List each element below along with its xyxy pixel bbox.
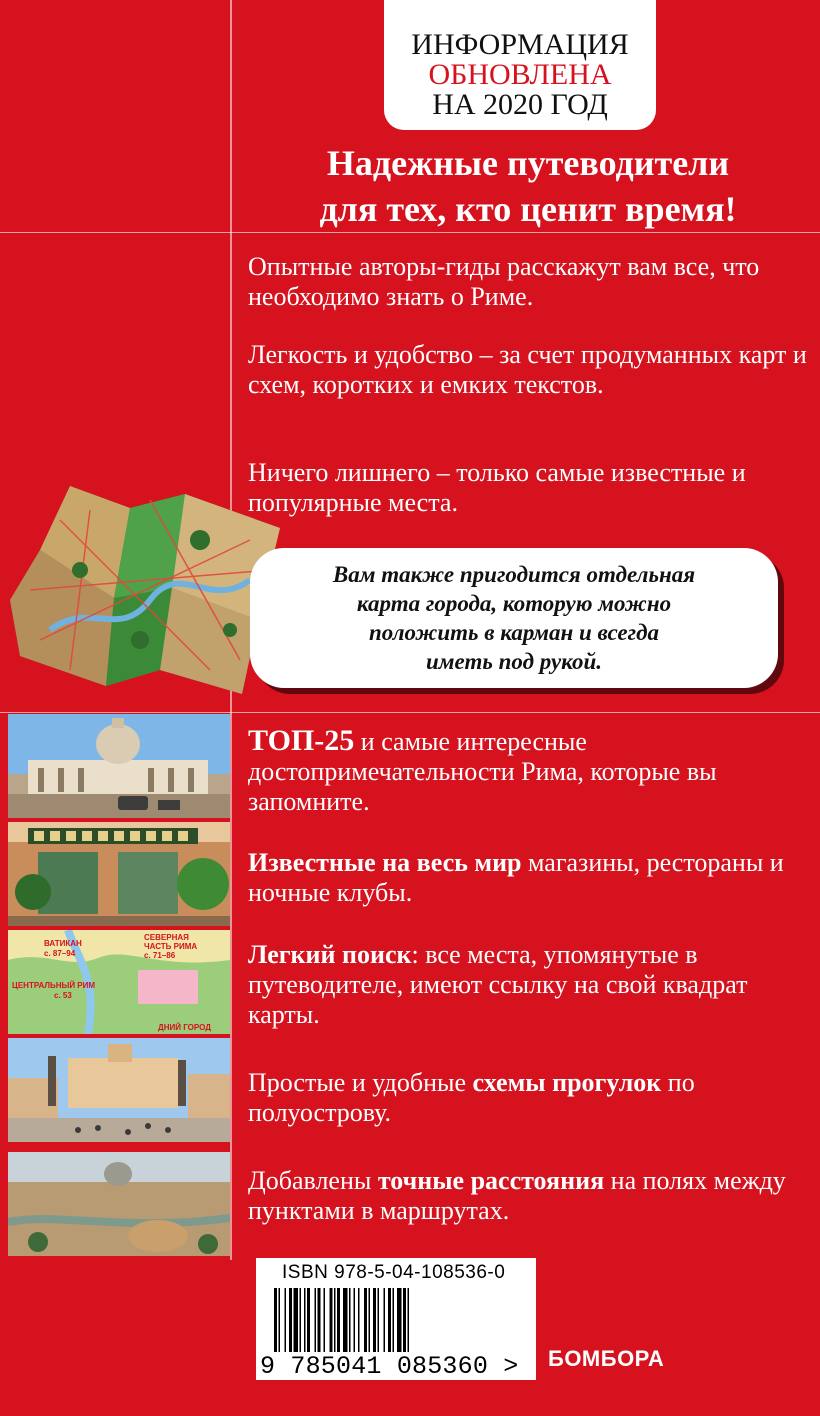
barcode-bar xyxy=(354,1288,356,1352)
tagline-line-1: Надежные путеводители xyxy=(326,143,730,183)
info-line-1: ИНФОРМАЦИЯ xyxy=(411,28,629,61)
map-label-vatican-pages: с. 87–94 xyxy=(44,949,76,958)
rome-panorama-photo xyxy=(8,1152,230,1256)
shop-front-photo xyxy=(8,822,230,926)
barcode-bar xyxy=(373,1288,376,1352)
info-updated-box xyxy=(384,0,656,130)
barcode-bar xyxy=(279,1288,281,1352)
tagline xyxy=(248,140,808,232)
barcode-bar xyxy=(403,1288,406,1352)
divider-line xyxy=(0,232,820,233)
barcode-bar xyxy=(397,1288,402,1352)
map-label-vatican: ВАТИКАН xyxy=(44,939,82,948)
feature-walks xyxy=(248,1068,808,1128)
map-label-central-pages: с. 53 xyxy=(54,991,72,1000)
map-label-north-2: ЧАСТЬ РИМА xyxy=(144,942,198,951)
barcode-bar xyxy=(274,1288,277,1352)
map-label-central: ЦЕНТРАЛЬНЫЙ РИМ xyxy=(12,981,96,990)
callout-line-4: иметь под рукой. xyxy=(426,649,602,674)
barcode-bar xyxy=(388,1288,391,1352)
barcode-bar xyxy=(408,1288,410,1352)
barcode-bar xyxy=(300,1288,302,1352)
folded-city-map-image xyxy=(10,480,280,700)
feature-search xyxy=(248,940,808,1030)
feature-walks-pre: Простые и удобные xyxy=(248,1068,473,1097)
barcode-bar xyxy=(378,1288,380,1352)
barcode-box xyxy=(256,1258,536,1380)
barcode-bar xyxy=(294,1288,299,1352)
feature-top25-text: и самые интересные достопримечательности Рима, которые вы запомните. xyxy=(248,727,717,816)
feature-walks-text: по полуострову. xyxy=(248,1068,695,1127)
barcode-bar xyxy=(393,1288,395,1352)
barcode-bar xyxy=(384,1288,386,1352)
barcode-bar xyxy=(324,1288,326,1352)
barcode-bar xyxy=(330,1288,333,1352)
barcode-bar xyxy=(315,1288,317,1352)
barcode-bars xyxy=(274,1288,524,1352)
capitoline-hill-photo xyxy=(8,1038,230,1142)
isbn-text: ISBN 978-5-04-108536-0 xyxy=(282,1262,506,1283)
map-label-city: ДНИЙ ГОРОД xyxy=(158,1023,211,1032)
intro-paragraph-3: Ничего лишнего – только самые известные и популярные места. xyxy=(248,458,746,517)
barcode-bar xyxy=(304,1288,306,1352)
tagline-line-2: для тех, кто ценит время! xyxy=(319,189,737,229)
barcode-bar xyxy=(307,1288,310,1352)
barcode-bar xyxy=(318,1288,321,1352)
map-label-north-pages: с. 71–86 xyxy=(144,951,176,960)
city-map-callout xyxy=(250,548,778,688)
publisher-logo: БОМБОРА xyxy=(548,1346,665,1371)
barcode-bar xyxy=(358,1288,360,1352)
feature-search-bold: Легкий поиск xyxy=(248,940,412,969)
barcode-bar xyxy=(349,1288,351,1352)
barcode-bar xyxy=(369,1288,371,1352)
feature-top25-bold: ТОП-25 xyxy=(248,724,355,757)
barcode-bar xyxy=(343,1288,348,1352)
feature-distances-text: на полях между пунктами в маршрутах. xyxy=(248,1166,786,1225)
feature-shops xyxy=(248,848,808,908)
barcode-bar xyxy=(364,1288,367,1352)
barcode-bar xyxy=(337,1288,340,1352)
st-peters-basilica-photo xyxy=(8,714,230,818)
callout-line-1: Вам также пригодится отдельная xyxy=(332,562,696,587)
barcode-digits: 9 785041 085360 > xyxy=(260,1352,519,1381)
feature-distances-bold: точные расстояния xyxy=(377,1166,605,1195)
info-line-3: НА 2020 ГОД xyxy=(432,88,608,121)
feature-search-text: : все места, упомянутые в путеводителе, имеют ссылку на свой квадрат карты. xyxy=(248,940,748,1029)
feature-walks-bold: схемы прогулок xyxy=(472,1068,662,1097)
feature-distances-pre: Добавлены xyxy=(248,1166,378,1195)
feature-shops-bold: Известные на весь мир xyxy=(248,848,522,877)
barcode-bar xyxy=(285,1288,287,1352)
divider-line xyxy=(0,712,820,713)
barcode-bar xyxy=(289,1288,292,1352)
map-label-north: СЕВЕРНАЯ xyxy=(144,933,189,942)
feature-distances xyxy=(248,1166,808,1226)
callout-line-2: карта города, которую можно xyxy=(356,591,672,616)
intro-paragraph-1: Опытные авторы-гиды расскажут вам все, что необходимо знать о Риме. xyxy=(248,252,760,311)
feature-top25 xyxy=(248,726,808,817)
barcode-bar xyxy=(334,1288,336,1352)
callout-line-3: положить в карман и всегда xyxy=(368,620,660,645)
rome-district-map-thumb xyxy=(8,930,230,1034)
feature-shops-text: магазины, рестораны и ночные клубы. xyxy=(248,848,784,907)
intro-paragraph-2: Легкость и удобство – за счет продуманных карт и схем, коротких и емких текстов. xyxy=(248,340,807,399)
info-line-2: ОБНОВЛЕНА xyxy=(428,58,612,91)
